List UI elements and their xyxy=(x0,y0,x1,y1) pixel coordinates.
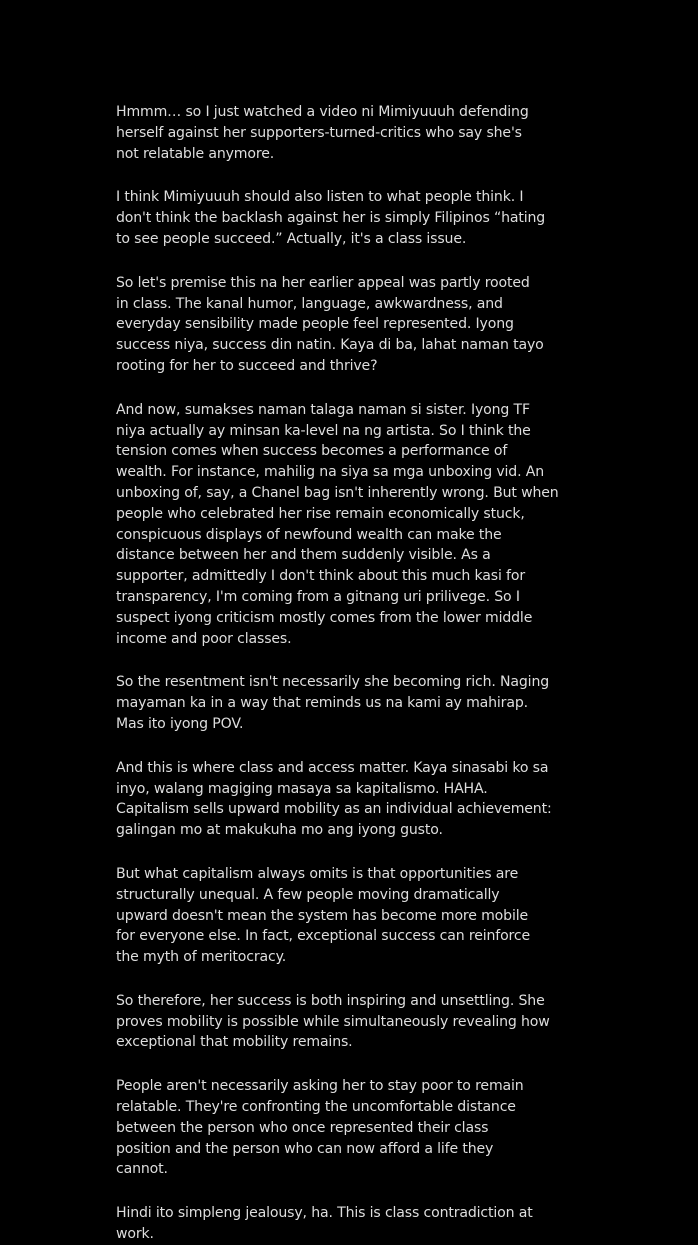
text-line: So the resentment isn't necessarily she becoming rich. Naging xyxy=(116,674,550,691)
text-line: not relatable anymore. xyxy=(116,145,275,162)
text-line: wealth. For instance, mahilig na siya sa mga unboxing vid. An xyxy=(116,464,545,481)
text-line: conspicuous displays of newfound wealth can make the xyxy=(116,526,502,543)
text-line: Mas ito iyong POV. xyxy=(116,715,244,732)
text-line: niya actually ay minsan ka-level na ng artista. So I think the xyxy=(116,422,531,439)
text-line: people who celebrated her rise remain economically stuck, xyxy=(116,505,525,522)
text-line: So let's premise this na her earlier appeal was partly rooted xyxy=(116,274,530,291)
text-line: inyo, walang magiging masaya sa kapitalismo. HAHA. xyxy=(116,780,488,797)
text-line: between the person who once represented their class xyxy=(116,1119,489,1136)
text-line: So therefore, her success is both inspiring and unsettling. She xyxy=(116,992,545,1009)
text-line: herself against her supporters-turned-critics who say she's xyxy=(116,124,522,141)
text-line: Hindi ito simpleng jealousy, ha. This is class contradiction at xyxy=(116,1205,533,1222)
paragraph-8 xyxy=(116,991,658,1053)
text-line: And now, sumakses naman talaga naman si sister. Iyong TF xyxy=(116,401,530,418)
text-line: I think Mimiyuuuh should also listen to what people think. I xyxy=(116,189,524,206)
text-line: suspect iyong criticism mostly comes from the lower middle xyxy=(116,609,533,626)
paragraph-2 xyxy=(116,187,658,249)
text-line: don't think the backlash against her is simply Filipinos “hating xyxy=(116,210,546,227)
text-line: the myth of meritocracy. xyxy=(116,949,287,966)
text-line: structurally unequal. A few people moving dramatically xyxy=(116,886,500,903)
text-line: distance between her and them suddenly visible. As a xyxy=(116,547,491,564)
text-line: galingan mo at makukuha mo ang iyong gusto. xyxy=(116,822,443,839)
text-line: to see people succeed.” Actually, it's a class issue. xyxy=(116,230,467,247)
text-line: tension comes when success becomes a performance of xyxy=(116,443,508,460)
text-line: proves mobility is possible while simultaneously revealing how xyxy=(116,1013,550,1030)
text-line: exceptional that mobility remains. xyxy=(116,1034,353,1051)
text-line: relatable. They're confronting the uncomfortable distance xyxy=(116,1099,516,1116)
text-line: income and poor classes. xyxy=(116,630,292,647)
text-line: Hmmm… so I just watched a video ni Mimiyuuuh defending xyxy=(116,104,529,120)
text-line: work. xyxy=(116,1226,154,1243)
paragraph-5 xyxy=(116,672,658,734)
text-line: upward doesn't mean the system has become more mobile xyxy=(116,907,528,924)
text-line: for everyone else. In fact, exceptional success can reinforce xyxy=(116,928,531,945)
text-line: supporter, admittedly I don't think about this much kasi for xyxy=(116,568,525,585)
text-line: cannot. xyxy=(116,1161,168,1178)
text-line: People aren't necessarily asking her to stay poor to remain xyxy=(116,1078,524,1095)
paragraph-1 xyxy=(116,102,658,164)
paragraph-4 xyxy=(116,400,658,650)
paragraph-6 xyxy=(116,758,658,841)
text-line: position and the person who can now afford a life they xyxy=(116,1140,494,1157)
text-line: rooting for her to succeed and thrive? xyxy=(116,357,378,374)
text-line: mayaman ka in a way that reminds us na kami ay mahirap. xyxy=(116,695,528,712)
paragraph-7 xyxy=(116,864,658,968)
text-line: Capitalism sells upward mobility as an individual achievement: xyxy=(116,801,552,818)
text-line: And this is where class and access matter. Kaya sinasabi ko sa xyxy=(116,759,549,776)
post-body xyxy=(116,102,658,1245)
paragraph-3 xyxy=(116,273,658,377)
paragraph-9 xyxy=(116,1076,658,1180)
text-line: in class. The kanal humor, language, awkwardness, and xyxy=(116,295,503,312)
text-line: transparency, I'm coming from a gitnang uri prilivege. So I xyxy=(116,588,520,605)
text-line: unboxing of, say, a Chanel bag isn't inherently wrong. But when xyxy=(116,484,559,501)
text-line: everyday sensibility made people feel represented. Iyong xyxy=(116,316,514,333)
text-line: success niya, success din natin. Kaya di ba, lahat naman tayo xyxy=(116,337,544,354)
paragraph-10 xyxy=(116,1203,658,1245)
text-line: But what capitalism always omits is that opportunities are xyxy=(116,865,519,882)
